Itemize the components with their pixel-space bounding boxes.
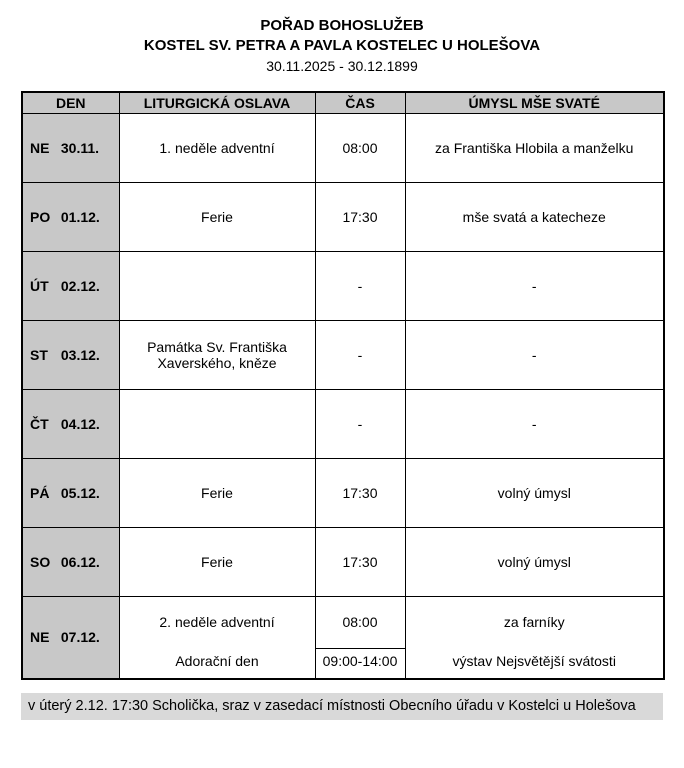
intention-cell: za Františka Hlobila a manželku: [405, 113, 664, 182]
day-cell: [22, 596, 119, 679]
celebration-cell: [119, 389, 315, 458]
day-date: 06.12.: [60, 553, 100, 570]
day-cell: [22, 458, 119, 527]
intention-cell: za farníky: [405, 596, 664, 648]
footer-note: [21, 693, 663, 720]
intention-cell: -: [405, 320, 664, 389]
day-cell: [22, 527, 119, 596]
day-date: 07.12.: [60, 629, 100, 646]
day-date: 02.12.: [60, 277, 100, 294]
table-row: [22, 182, 664, 251]
day-cell: [22, 113, 119, 182]
document-header: [21, 16, 663, 77]
day-date: 05.12.: [60, 484, 100, 501]
day-abbr: NE: [30, 139, 50, 156]
day-date: 30.11.: [60, 139, 100, 156]
table-row: [22, 320, 664, 389]
column-header-intention: ÚMYSL MŠE SVATÉ: [405, 92, 664, 113]
day-abbr: PO: [30, 208, 51, 225]
time-cell: 08:00: [315, 596, 405, 648]
day-cell: [22, 320, 119, 389]
table-subrow: [22, 648, 664, 679]
celebration-cell: [119, 251, 315, 320]
time-cell: 09:00-14:00: [315, 648, 405, 679]
day-date: 04.12.: [60, 415, 100, 432]
column-header-celebration: LITURGICKÁ OSLAVA: [119, 92, 315, 113]
intention-cell: -: [405, 389, 664, 458]
celebration-cell: 2. neděle adventní: [119, 596, 315, 648]
time-cell: 17:30: [315, 182, 405, 251]
time-cell: -: [315, 251, 405, 320]
column-header-day: DEN: [22, 92, 119, 113]
date-range: 30.11.2025 - 30.12.1899: [266, 58, 418, 74]
time-cell: -: [315, 389, 405, 458]
intention-cell: mše svatá a katecheze: [405, 182, 664, 251]
day-abbr: ST: [30, 346, 48, 363]
day-date: 01.12.: [60, 208, 100, 225]
day-cell: [22, 389, 119, 458]
schedule-table: [21, 91, 665, 680]
table-row: [22, 113, 664, 182]
celebration-cell: Ferie: [119, 527, 315, 596]
intention-cell: volný úmysl: [405, 458, 664, 527]
table-row: [22, 596, 664, 648]
celebration-cell: Ferie: [119, 182, 315, 251]
day-cell: [22, 251, 119, 320]
table-row: [22, 458, 664, 527]
day-abbr: NE: [30, 629, 50, 646]
day-abbr: SO: [30, 553, 51, 570]
celebration-cell: 1. neděle adventní: [119, 113, 315, 182]
day-abbr: ČT: [30, 415, 49, 432]
table-row: [22, 527, 664, 596]
table-header-row: [22, 92, 664, 113]
day-abbr: ÚT: [30, 277, 49, 294]
intention-cell: výstav Nejsvětější svátosti: [405, 648, 664, 679]
celebration-cell: Ferie: [119, 458, 315, 527]
day-cell: [22, 182, 119, 251]
intention-cell: -: [405, 251, 664, 320]
column-header-time: ČAS: [315, 92, 405, 113]
table-row: [22, 251, 664, 320]
document-title: POŘAD BOHOSLUŽEB: [260, 17, 424, 34]
celebration-cell: Adorační den: [119, 648, 315, 679]
table-row: [22, 389, 664, 458]
footer-note-text: v úterý 2.12. 17:30 Scholička, sraz v zasedací místnosti Obecního úřadu v Kostelci u Holešova: [28, 698, 636, 714]
time-cell: -: [315, 320, 405, 389]
time-cell: 08:00: [315, 113, 405, 182]
celebration-cell: Památka Sv. Františka Xaverského, kněze: [119, 320, 315, 389]
intention-cell: volný úmysl: [405, 527, 664, 596]
day-date: 03.12.: [60, 346, 100, 363]
time-cell: 17:30: [315, 527, 405, 596]
church-name: KOSTEL SV. PETRA A PAVLA KOSTELEC U HOLEŠOVA: [143, 37, 541, 54]
day-abbr: PÁ: [30, 484, 50, 501]
time-cell: 17:30: [315, 458, 405, 527]
